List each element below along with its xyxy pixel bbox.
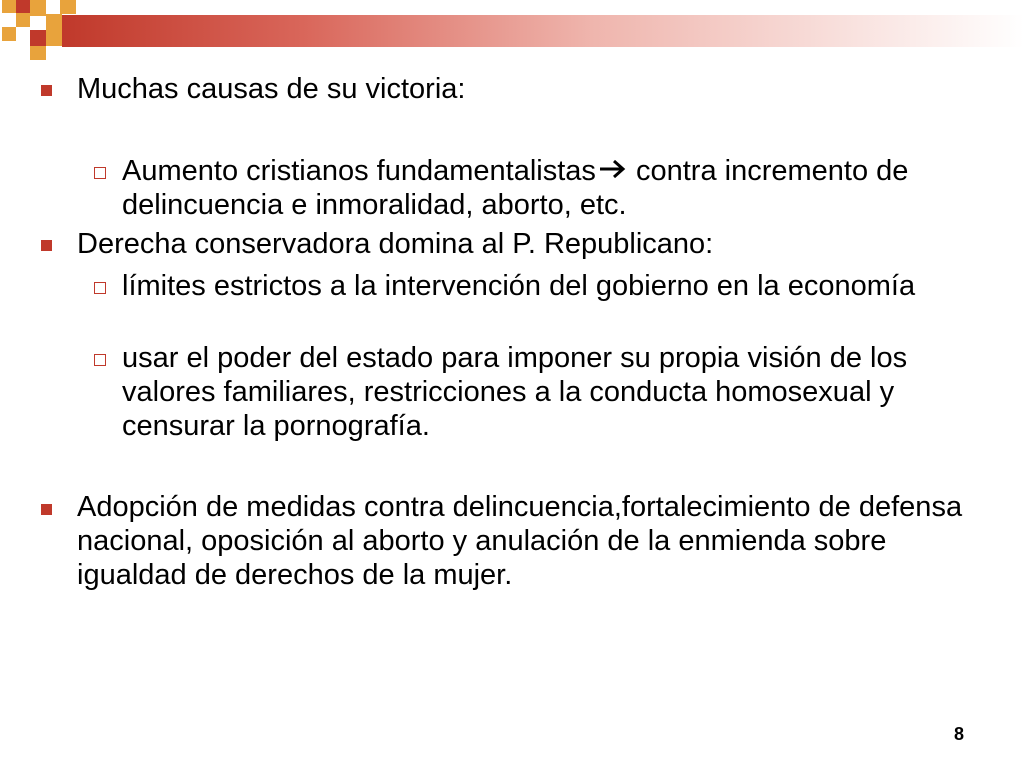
sub-bullet-text — [122, 154, 982, 222]
sub-bullet-box-icon — [94, 354, 106, 366]
sub-bullet-text-part: Aumento cristianos fundamentalistas — [122, 155, 596, 187]
bullet-text: Adopción de medidas contra delincuencia,fortalecimiento de defensa nacional, oposición al aborto y anulación de la enmienda sobre igualdad de derechos de la mujer. — [77, 491, 963, 591]
page-number: 8 — [953, 724, 964, 744]
bullet-text: Derecha conservadora domina al P. Republicano: — [77, 228, 714, 260]
sub-bullet-text-part: contra incremento de delincuencia e inmoralidad, aborto, etc. — [122, 155, 909, 221]
sub-bullet-text: usar el poder del estado para imponer su propia visión de los valores familiares, restricciones a la conducta homosexual y censurar la pornografía. — [122, 342, 908, 442]
sub-bullet-box-icon — [94, 282, 106, 294]
bullet-square-icon — [41, 240, 52, 251]
sub-bullet-box-icon — [94, 167, 106, 179]
bullet-square-icon — [41, 85, 52, 96]
bullet-square-icon — [41, 504, 52, 515]
bullet-text: Muchas causas de su victoria: — [77, 73, 466, 105]
arrow-right-icon — [598, 158, 628, 180]
sub-bullet-text: límites estrictos a la intervención del gobierno en la economía — [122, 270, 916, 302]
